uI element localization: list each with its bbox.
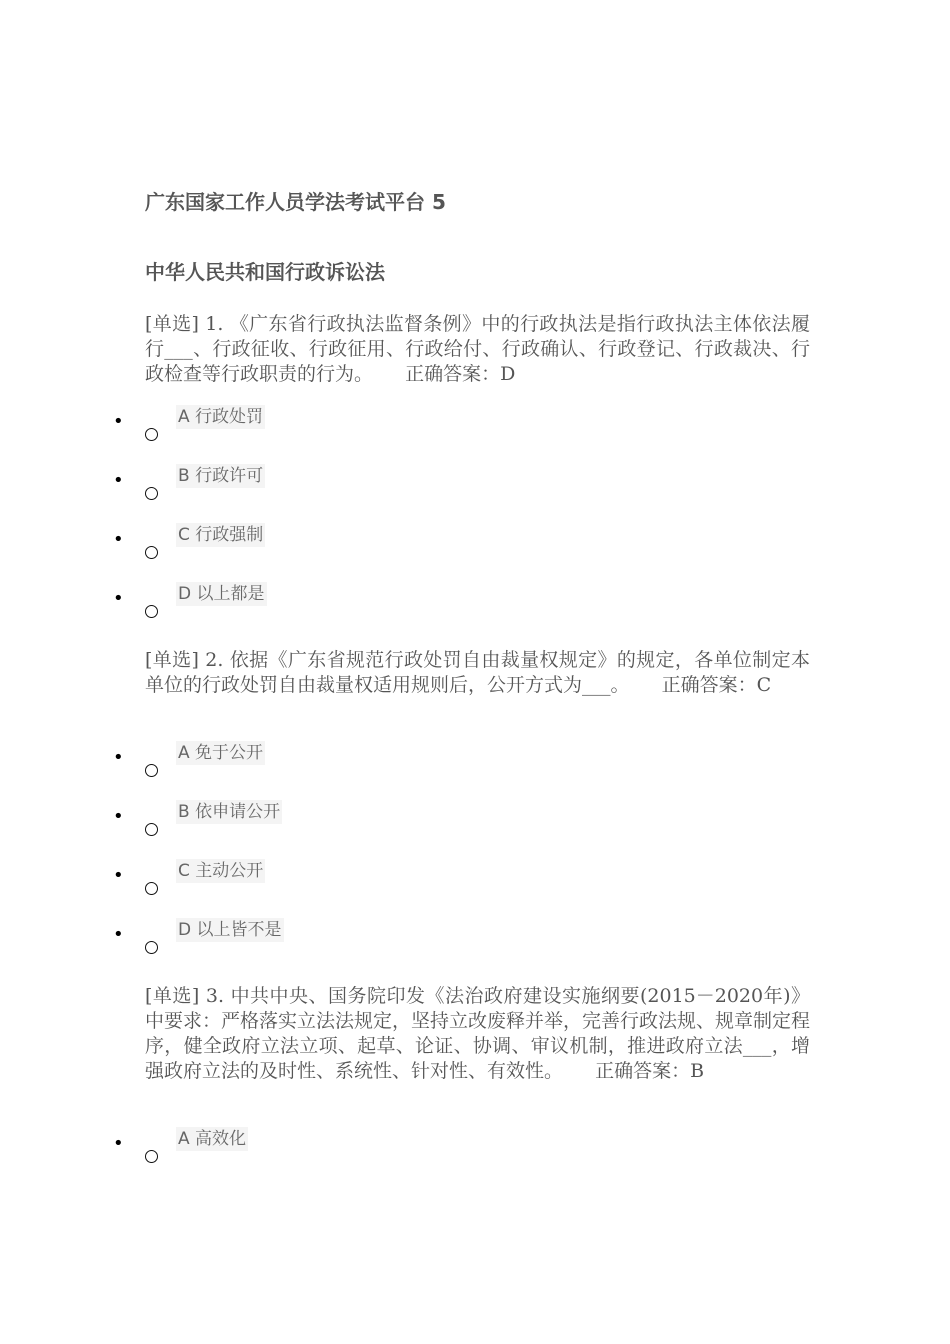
question-2-option-a[interactable] [113,741,513,791]
question-2-option-c[interactable] [113,859,513,909]
page-title: 广东国家工作人员学法考试平台 5 [145,190,446,214]
question-2 [145,648,810,698]
question-number: 3. [205,985,225,1007]
bullet-icon: • [113,806,124,827]
option-label: A 高效化 [178,1129,247,1149]
option-label: C 行政强制 [178,525,264,545]
question-type: [单选] [145,313,199,335]
option-label: B 行政许可 [178,466,264,486]
question-number: 1. [205,313,224,335]
bullet-icon: • [113,470,124,491]
question-2-option-d[interactable] [113,918,513,968]
option-label: C 主动公开 [178,861,264,881]
question-text: 中共中央、国务院印发《法治政府建设实施纲要(2015－2020年)》中要求：严格落实立法法规定，坚持立改废释并举，完善行政法规、规章制定程序，健全政府立法立项、起草、论证、协调、审议机制，推进政府立法___，增强政府立法的及时性、系统性、针对性、有效性。 [145,985,811,1082]
question-1 [145,312,810,387]
radio-button[interactable] [145,823,158,836]
question-1-option-c[interactable] [113,523,513,573]
question-3 [145,984,810,1084]
question-2-option-b[interactable] [113,800,513,850]
radio-button[interactable] [145,764,158,777]
question-text: 《广东省行政执法监督条例》中的行政执法是指行政执法主体依法履行___、行政征收、行政征用、行政给付、行政确认、行政登记、行政裁决、行政检查等行政职责的行为。 [145,313,810,385]
radio-button[interactable] [145,1150,158,1163]
correct-answer: 正确答案：C [661,674,772,696]
radio-button[interactable] [145,605,158,618]
bullet-icon: • [113,1133,124,1154]
question-type: [单选] [145,649,199,671]
radio-button[interactable] [145,941,158,954]
question-number: 2. [205,649,224,671]
question-1-option-b[interactable] [113,464,513,514]
bullet-icon: • [113,529,124,550]
bullet-icon: • [113,411,124,432]
correct-answer: 正确答案：D [405,363,516,385]
question-type: [单选] [145,985,200,1007]
bullet-icon: • [113,924,124,945]
question-1-option-a[interactable] [113,405,513,455]
option-label: A 免于公开 [178,743,264,763]
option-label: D 以上皆不是 [178,920,282,940]
bullet-icon: • [113,747,124,768]
option-label: A 行政处罚 [178,407,264,427]
radio-button[interactable] [145,882,158,895]
section-title: 中华人民共和国行政诉讼法 [145,260,385,284]
question-text: 依据《广东省规范行政处罚自由裁量权规定》的规定，各单位制定本单位的行政处罚自由裁量权适用规则后，公开方式为___。 [145,649,810,696]
bullet-icon: • [113,588,124,609]
correct-answer: 正确答案：B [595,1060,705,1082]
bullet-icon: • [113,865,124,886]
option-label: D 以上都是 [178,584,265,604]
radio-button[interactable] [145,546,158,559]
option-label: B 依申请公开 [178,802,281,822]
question-3-option-a[interactable] [113,1127,513,1177]
radio-button[interactable] [145,487,158,500]
question-1-option-d[interactable] [113,582,513,632]
radio-button[interactable] [145,428,158,441]
